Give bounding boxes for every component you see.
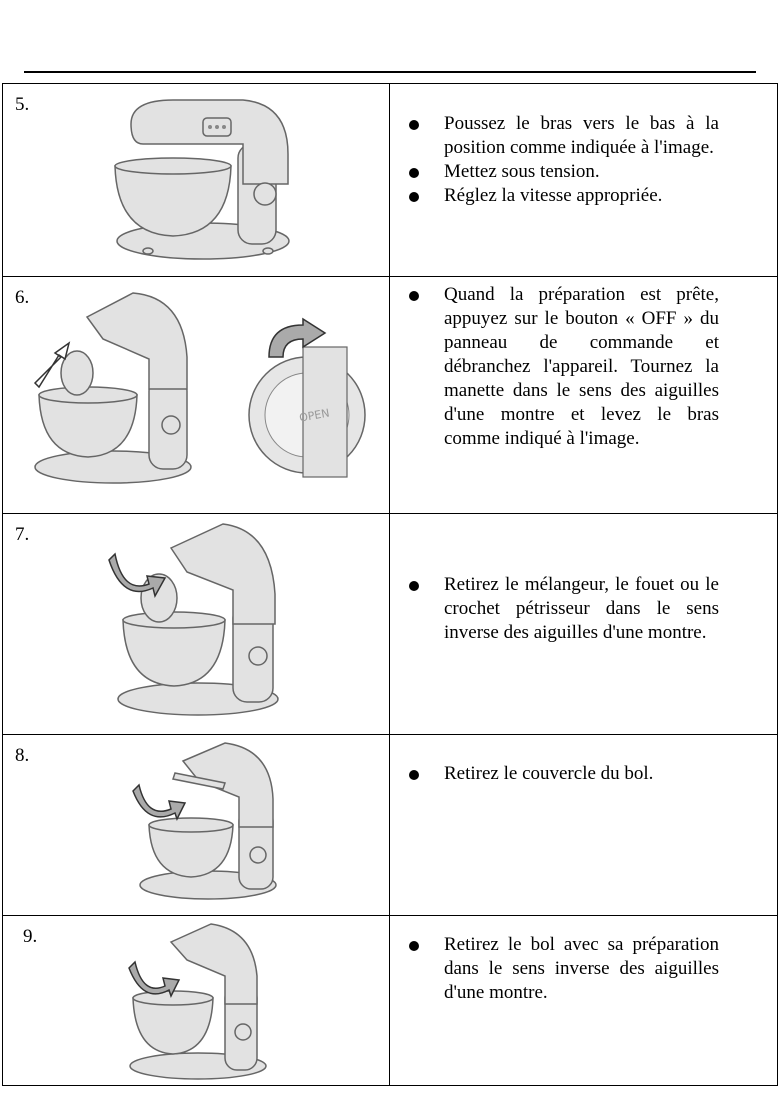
step-5-bullet-3: Réglez la vitesse appropriée. — [444, 184, 719, 208]
step-number: 8. — [15, 745, 30, 766]
step-6-text-cell — [390, 277, 778, 514]
step-7-text-cell — [390, 514, 778, 735]
remove-bowl-illustration — [3, 916, 389, 1086]
header-rule — [24, 71, 756, 73]
step-8-bullet-1: Retirez le couvercle du bol. — [444, 762, 719, 786]
mixer-arm-up-illustration — [3, 277, 389, 514]
step-9-bullet-1: Retirez le bol avec sa préparation dans le sens inverse des aiguilles d'une montre. — [444, 934, 719, 1003]
step-number: 7. — [15, 524, 30, 545]
step-5-text-cell — [390, 84, 778, 277]
step-5-bullet-2: Mettez sous tension. — [444, 160, 719, 184]
instruction-table — [2, 83, 778, 1086]
step-7-bullet-1: Retirez le mélangeur, le fouet ou le crochet pétrisseur dans le sens inverse des aiguilles d'une montre. — [444, 574, 719, 643]
counterclockwise-arrow-icon — [133, 785, 185, 819]
step-row-9 — [3, 916, 778, 1086]
step-8-text-cell — [390, 735, 778, 916]
step-row-6 — [3, 277, 778, 514]
remove-lid-illustration — [3, 735, 389, 916]
remove-whisk-illustration — [3, 514, 389, 735]
step-9-image-cell — [3, 916, 390, 1086]
step-7-image-cell — [3, 514, 390, 735]
step-5-bullet-1: Poussez le bras vers le bas à la position comme indiquée à l'image. — [444, 113, 719, 158]
counterclockwise-arrow-icon — [129, 962, 179, 996]
step-row-8 — [3, 735, 778, 916]
step-8-image-cell — [3, 735, 390, 916]
step-6-bullet-1: Quand la préparation est prête, appuyez sur le bouton « OFF » du panneau de commande et débranchez l'appareil. Tournez la manette dans le sens des aiguilles d'une montre et levez le bras comme indiqué à l'image. — [444, 284, 719, 449]
step-number: 6. — [15, 287, 30, 308]
rotation-knob-icon — [249, 319, 365, 514]
step-6-image-cell — [3, 277, 390, 514]
mixer-arm-down-illustration — [3, 84, 389, 277]
step-number: 9. — [23, 926, 38, 947]
step-number: 5. — [15, 94, 30, 115]
step-5-image-cell — [3, 84, 390, 277]
knob-open-label: OPEN — [298, 406, 331, 425]
step-row-7 — [3, 514, 778, 735]
step-9-text-cell — [390, 916, 778, 1086]
step-row-5 — [3, 84, 778, 277]
